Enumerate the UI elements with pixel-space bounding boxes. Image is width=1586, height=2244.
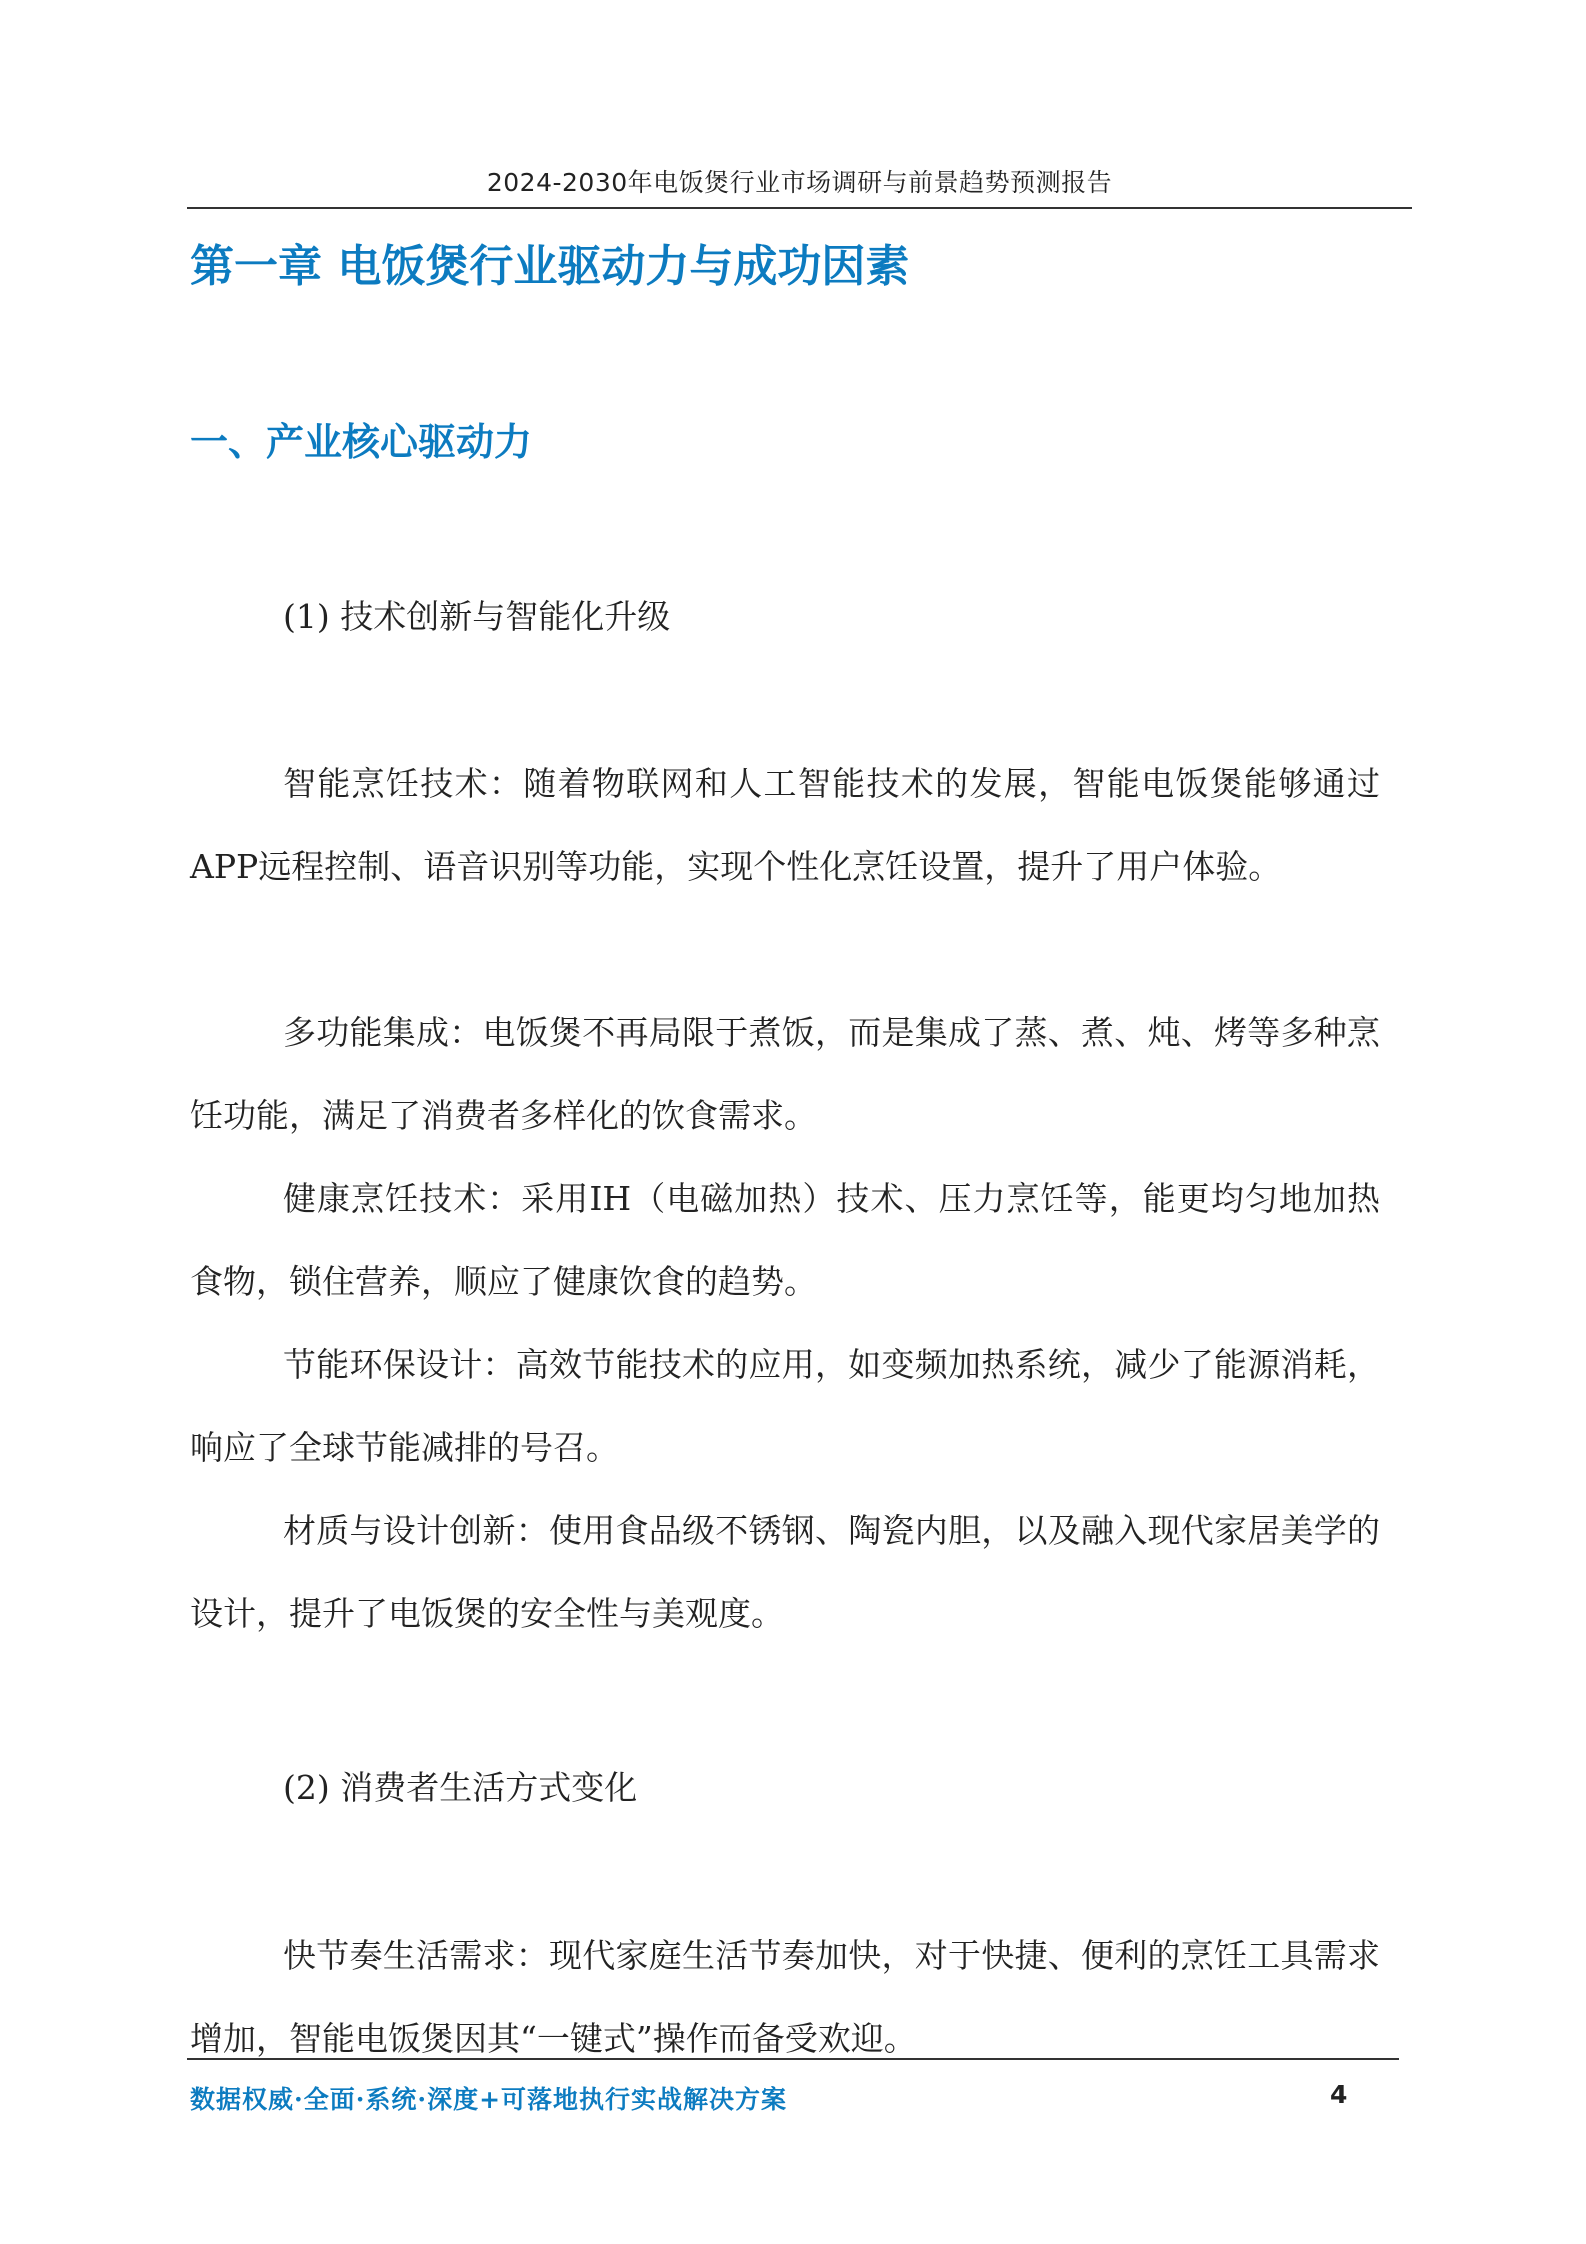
page-number: 4 <box>1330 2080 1348 2109</box>
chapter-title: 第一章 电饭煲行业驱动力与成功因素 <box>190 241 910 292</box>
header-divider <box>187 207 1412 209</box>
footer-divider <box>187 2058 1399 2060</box>
subsection-heading-1: (1) 技术创新与智能化升级 <box>283 597 671 636</box>
page-header-title: 2024-2030年电饭煲行业市场调研与前景趋势预测报告 <box>486 168 1113 197</box>
paragraph-multi-function: 多功能集成：电饭煲不再局限于煮饭，而是集成了蒸、煮、炖、烤等多种烹饪功能，满足了消费者多样化的饮食需求。 <box>190 1013 1380 1135</box>
paragraph-smart-cooking: 智能烹饪技术：随着物联网和人工智能技术的发展，智能电饭煲能够通过APP远程控制、语音识别等功能，实现个性化烹饪设置，提升了用户体验。 <box>190 764 1380 886</box>
paragraph-material-design: 材质与设计创新：使用食品级不锈钢、陶瓷内胆，以及融入现代家居美学的设计，提升了电饭煲的安全性与美观度。 <box>190 1511 1380 1633</box>
paragraph-healthy-cooking: 健康烹饪技术：采用IH（电磁加热）技术、压力烹饪等，能更均匀地加热食物，锁住营养，顺应了健康饮食的趋势。 <box>190 1179 1380 1301</box>
footer-slogan: 数据权威·全面·系统·深度+可落地执行实战解决方案 <box>190 2085 788 2114</box>
subsection-heading-2: (2) 消费者生活方式变化 <box>283 1768 638 1807</box>
paragraph-energy-saving: 节能环保设计：高效节能技术的应用，如变频加热系统，减少了能源消耗，响应了全球节能减排的号召。 <box>190 1345 1380 1467</box>
section-title: 一、产业核心驱动力 <box>190 420 533 464</box>
paragraph-fast-pace-life: 快节奏生活需求：现代家庭生活节奏加快，对于快捷、便利的烹饪工具需求增加，智能电饭煲因其“一键式”操作而备受欢迎。 <box>190 1936 1380 2058</box>
